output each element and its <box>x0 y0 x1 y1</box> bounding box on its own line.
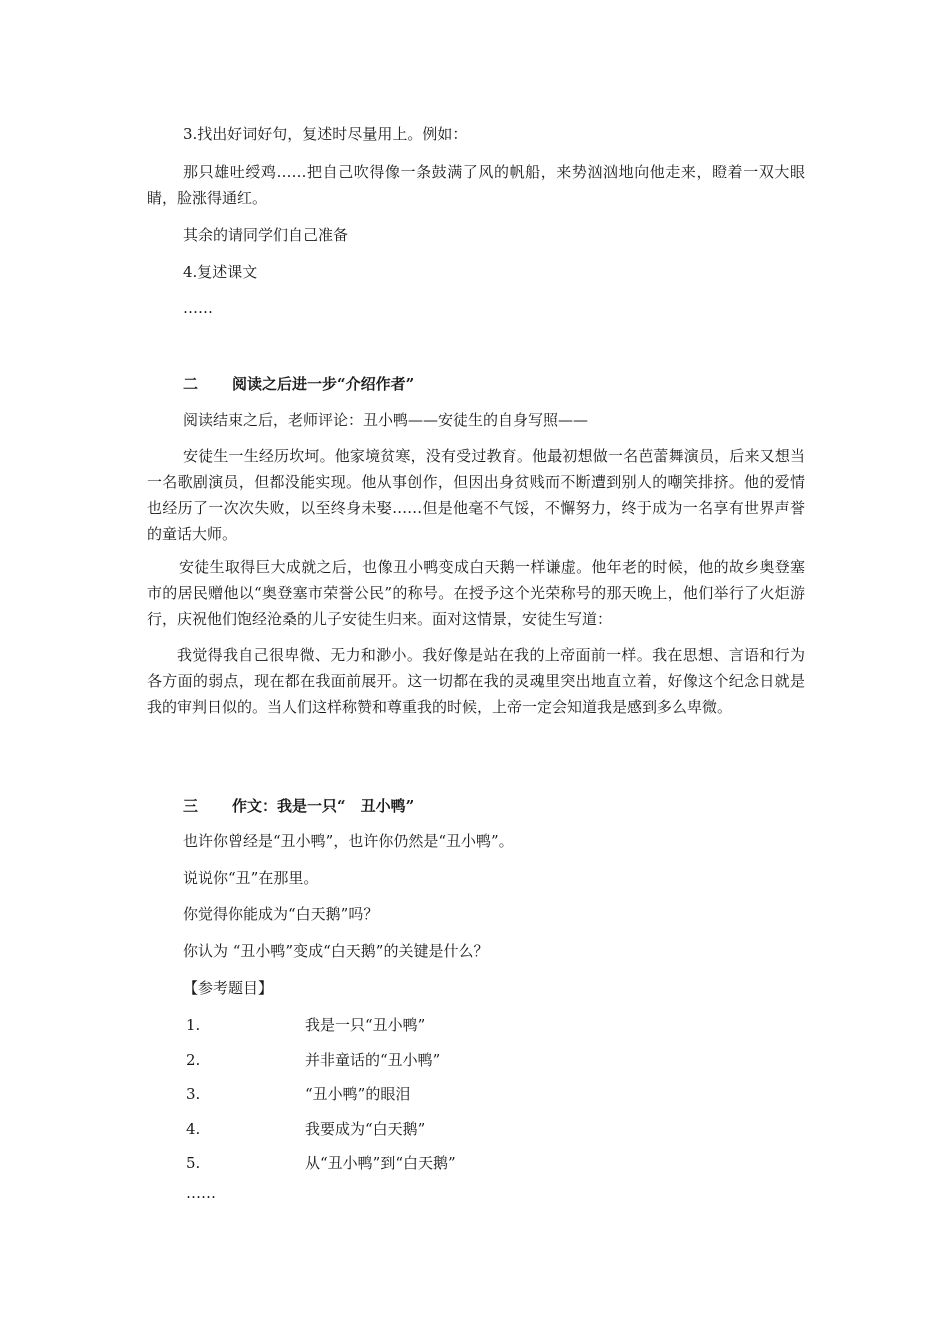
topic-text: 从“丑小鸭”到“白天鹅” <box>305 1154 456 1172</box>
topic-text: 并非童话的“丑小鸭” <box>305 1051 441 1069</box>
step-3-text: 3.找出好词好句，复述时尽量用上。例如： <box>183 125 468 143</box>
topic-text: 我要成为“白天鹅” <box>305 1120 426 1138</box>
reference-topics-label: 【参考题目】 <box>183 979 274 997</box>
topic-number: 4. <box>186 1120 201 1138</box>
section-3-number: 三 <box>183 797 199 815</box>
example-sentence: 那只雄吐绶鸡……把自己吹得像一条鼓满了风的帆船，来势汹汹地向他走来，瞪着一双大眼睛，脸涨得通红。 <box>147 163 805 207</box>
topic-text: “丑小鸭”的眼泪 <box>305 1085 411 1103</box>
teacher-comment: 阅读结束之后，老师评论：丑小鸭——安徒生的自身写照—— <box>183 411 589 429</box>
author-quote-paragraph: 我觉得我自己很卑微、无力和渺小。我好像是站在我的上帝面前一样。我在思想、言语和行为各方面的弱点，现在都在我面前展开。这一切都在我的灵魂里突出地直立着，好像这个纪念日就是我的审判日似的。当人们这样称赞和尊重我的时候，上帝一定会知道我是感到多么卑微。 <box>147 646 805 716</box>
topic-number: 1. <box>186 1016 201 1034</box>
topic-number: 5. <box>186 1154 201 1172</box>
prepare-note: 其余的请同学们自己准备 <box>183 226 349 244</box>
topic-number: 2. <box>186 1051 201 1069</box>
ellipsis: …… <box>186 1184 216 1202</box>
ellipsis: …… <box>183 299 213 317</box>
author-honor-paragraph: 安徒生取得巨大成就之后，也像丑小鸭变成白天鹅一样谦虚。他年老的时候，他的故乡奥登塞市的居民赠他以“奥登塞市荣誉公民”的称号。在授予这个光荣称号的那天晚上，他们举行了火炬游行，庆祝他们饱经沧桑的儿子安徒生归来。面对这情景，安徒生写道： <box>147 558 805 628</box>
section-3-heading: 作文：我是一只“ 丑小鸭” <box>232 797 415 815</box>
question-1: 也许你曾经是“丑小鸭”，也许你仍然是“丑小鸭”。 <box>183 832 514 850</box>
question-3: 你觉得你能成为“白天鹅”吗？ <box>183 905 379 923</box>
step-4-text: 4.复述课文 <box>183 263 258 281</box>
author-bio-paragraph: 安徒生一生经历坎坷。他家境贫寒，没有受过教育。他最初想做一名芭蕾舞演员，后来又想当一名歌剧演员，但都没能实现。他从事创作，但因出身贫贱而不断遭到别人的嘲笑排挤。他的爱情也经历了一次次失败，以至终身未娶……但是他毫不气馁，不懈努力，终于成为一名享有世界声誉的童话大师。 <box>147 447 805 543</box>
section-2-number: 二 <box>183 375 199 393</box>
section-2-heading: 阅读之后进一步“介绍作者” <box>232 375 415 393</box>
question-2: 说说你“丑”在那里。 <box>183 869 319 887</box>
topic-text: 我是一只“丑小鸭” <box>305 1016 426 1034</box>
topic-number: 3. <box>186 1085 201 1103</box>
question-4: 你认为 “丑小鸭”变成“白天鹅”的关键是什么？ <box>183 942 489 960</box>
